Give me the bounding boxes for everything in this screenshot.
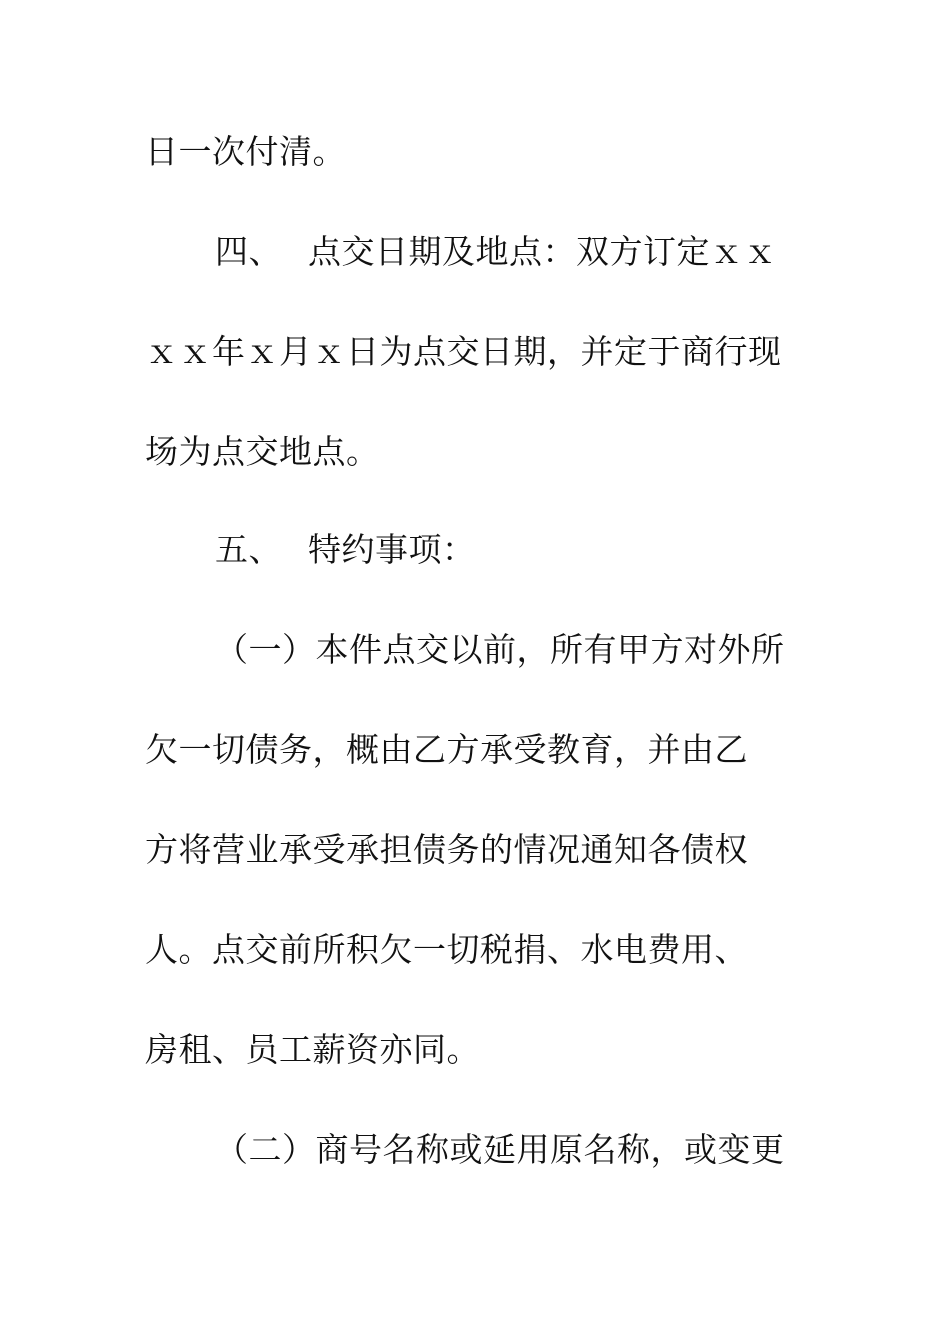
line-text: 方将营业承受承担债务的情况通知各债权: [145, 830, 748, 869]
text-line-8: [145, 830, 805, 870]
item-number: （一）: [215, 630, 316, 669]
line-text: 欠一切债务，概由乙方承受教育，并由乙: [145, 730, 748, 769]
item-one-start: [215, 630, 875, 670]
section-four-heading: [215, 232, 875, 272]
line-text: 本件点交以前，所有甲方对外所: [315, 630, 785, 669]
text-line-3: [145, 332, 805, 372]
line-text: ｘｘ年ｘ月ｘ日为点交日期，并定于商行现: [145, 332, 782, 371]
line-text: 商号名称或延用原名称，或变更: [315, 1130, 785, 1169]
text-line-4: [145, 432, 805, 472]
line-text: 日一次付清。: [145, 132, 346, 171]
item-number: （二）: [215, 1130, 316, 1169]
line-text: 人。点交前所积欠一切税捐、水电费用、: [145, 930, 748, 969]
line-text: 特约事项：: [308, 530, 476, 569]
item-two-start: [215, 1130, 875, 1170]
section-number: 五、: [215, 530, 282, 569]
text-line-1: [145, 132, 805, 172]
line-text: 点交日期及地点：双方订定ｘｘ: [308, 232, 777, 271]
text-line-10: [145, 1030, 805, 1070]
text-line-7: [145, 730, 805, 770]
line-text: 场为点交地点。: [145, 432, 380, 471]
text-line-9: [145, 930, 805, 970]
line-text: 房租、员工薪资亦同。: [145, 1030, 480, 1069]
section-five-heading: [215, 530, 875, 570]
section-number: 四、: [215, 232, 282, 271]
